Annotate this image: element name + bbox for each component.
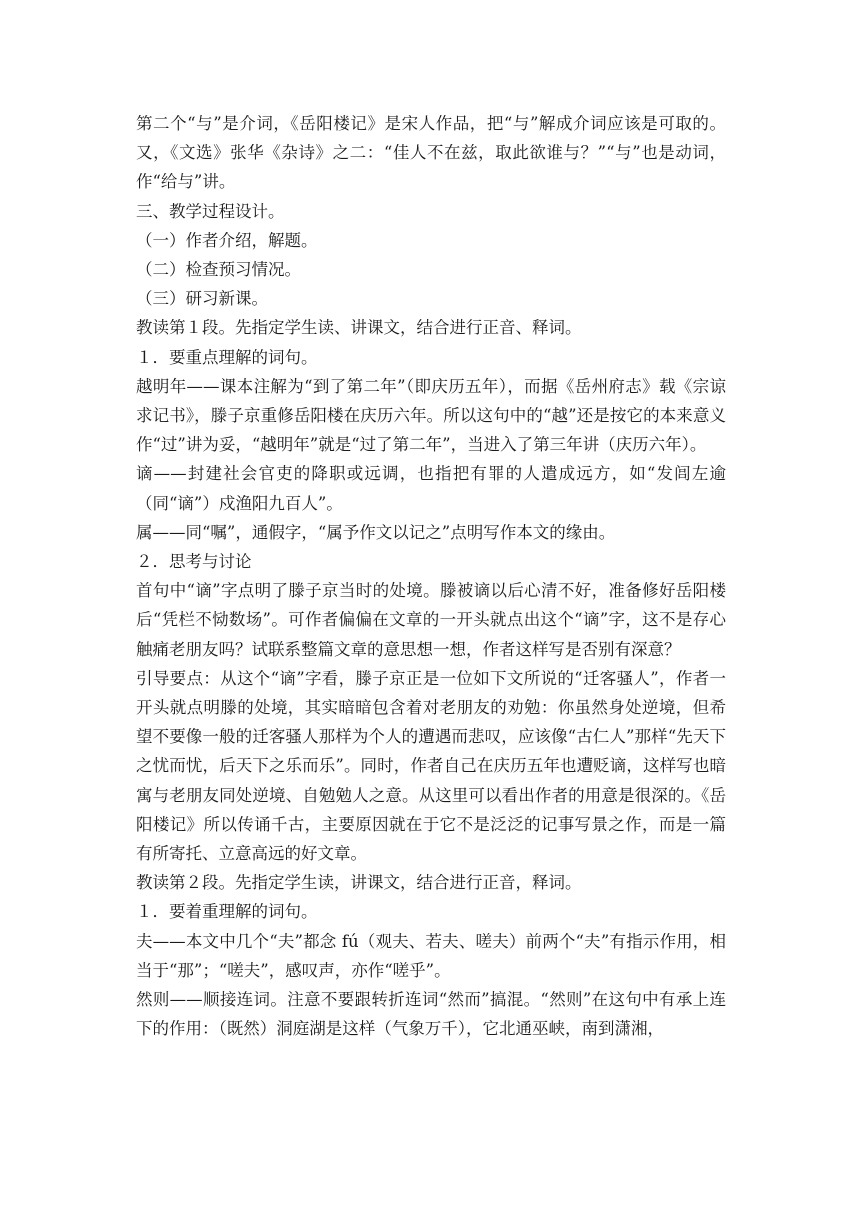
subheading-key-phrases-1: １．要重点理解的词句。 bbox=[136, 347, 318, 367]
section-heading-teaching-process: 三、教学过程设计。 bbox=[136, 201, 285, 221]
step-check-preview: （二）检查预习情况。 bbox=[136, 260, 301, 280]
step-study-new-lesson: （三）研习新课。 bbox=[136, 289, 268, 309]
paragraph-ran-ze: 然则——顺接连词。注意不要跟转折连词“然而”搞混。“然则”在这句中有承上连下的作用：（既然）洞庭湖是这样（气象万千），它北通巫峡，南到潇湘， bbox=[136, 990, 726, 1039]
paragraph-guidance-points: 引导要点：从这个“谪”字看，滕子京正是一位如下文所说的“迁客骚人”，作者一开头就点明滕的处境，其实暗暗包含着对老朋友的劝勉：你虽然身处逆境，但希望不要像一般的迁客骚人那样为个人的遭遇而悲叹，应该像“古仁人”那样“先天下之忧而忧，后天下之乐而乐”。同时，作者自己在庆历五年也遭贬谪，这样写也暗寓与老朋友同处逆境、自勉勉人之意。从这里可以看出作者的用意是很深的。《岳阳楼记》所以传诵千古，主要原因就在于它不是泛泛的记事写景之作，而是一篇有所寄托、立意高远的好文章。 bbox=[136, 668, 726, 864]
paragraph-preposition-note: 第二个“与”是介词，《岳阳楼记》是宋人作品，把“与”解成介词应该是可取的。又，《文选》张华《杂诗》之二：“佳人不在兹，取此欲谁与？”“与”也是动词，作“给与”讲。 bbox=[136, 114, 726, 192]
paragraph-zhe: 谪——封建社会官吏的降职或远调，也指把有罪的人遣成远方，如“发闾左逾（同“谪”）戍渔阳九百人”。 bbox=[136, 464, 726, 513]
paragraph-yue-ming-nian: 越明年——课本注解为“到了第二年”（即庆历五年），而据《岳州府志》载《宗谅求记书》，滕子京重修岳阳楼在庆历六年。所以这句中的“越”还是按它的本来意义作“过”讲为妥，“越明年”就是“过了第二年”，当进入了第三年讲（庆历六年）。 bbox=[136, 376, 726, 455]
paragraph-fu: 夫——本文中几个“夫”都念 fú（观夫、若夫、嗟夫）前两个“夫”有指示作用，相当于“那”；“嗟夫”，感叹声，亦作“嗟乎”。 bbox=[136, 931, 726, 980]
paragraph-teach-section-2: 教读第２段。先指定学生读，讲课文，结合进行正音，释词。 bbox=[136, 873, 582, 893]
subheading-think-discuss: ２．思考与讨论 bbox=[136, 552, 252, 572]
paragraph-shu: 属——同“嘱”，通假字，“属予作文以记之”点明写作本文的缘由。 bbox=[136, 522, 616, 542]
document-body bbox=[136, 109, 726, 1044]
paragraph-discussion-question: 首句中“谪”字点明了滕子京当时的处境。滕被谪以后心清不好，准备修好岳阳楼后“凭栏不恸数场”。可作者偏偏在文章的一开头就点出这个“谪”字，这不是存心触痛老朋友吗？试联系整篇文章的意思想一想，作者这样写是否别有深意？ bbox=[136, 581, 726, 659]
paragraph-teach-section-1: 教读第１段。先指定学生读、讲课文，结合进行正音、释词。 bbox=[136, 318, 582, 338]
subheading-key-phrases-2: １．要着重理解的词句。 bbox=[136, 902, 318, 922]
step-author-intro: （一）作者介绍，解题。 bbox=[136, 230, 318, 250]
